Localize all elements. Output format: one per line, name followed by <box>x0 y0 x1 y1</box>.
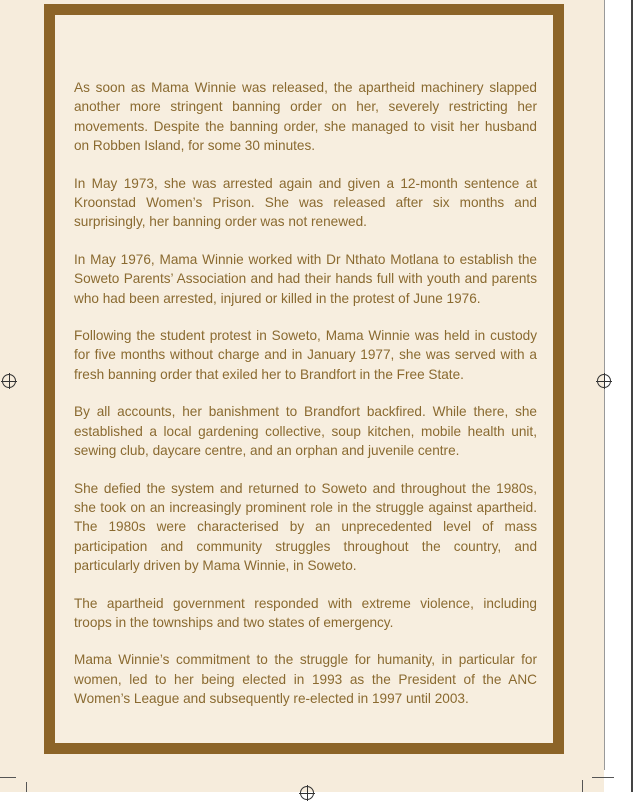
crop-mark <box>582 780 583 792</box>
page-edge-line <box>631 0 633 792</box>
crop-mark <box>592 777 614 778</box>
paragraph: Following the student protest in Soweto, Mama Winnie was held in custody for five months without charge and in January 1977, she was served with a fresh banning order that exiled her to Brandfort in the Free State. <box>74 328 537 382</box>
paragraph: Mama Winnie’s commitment to the struggle for humanity, in particular for women, led to her being elected in 1993 as the President of the ANC Women’s League and subsequently re-elected in 1997 until 2003. <box>74 652 537 707</box>
paragraph: In May 1973, she was arrested again and given a 12-month sentence at Kroonstad Women’s Prison. She was released after six months and surprisingly, her banning order was not renewed. <box>74 175 537 230</box>
paragraph: She defied the system and returned to Soweto and throughout the 1980s, she took on an increasingly prominent role in the struggle against apartheid. The 1980s were characterised by an unprecedented level of mass participation and community struggles throughout the country, and particularly driven by Mama Winnie, in Soweto. <box>74 480 537 574</box>
paragraph: The apartheid government responded with extreme violence, including troops in the townships and two states of emergency. <box>74 595 537 630</box>
body-text <box>74 78 537 727</box>
paragraph: By all accounts, her banishment to Brandfort backfired. While there, she established a local gardening collective, soup kitchen, mobile health unit, sewing club, daycare centre, and an orphan and juvenile centre. <box>74 404 537 459</box>
paragraph: In May 1976, Mama Winnie worked with Dr Nthato Motlana to establish the Soweto Parents’ Association and had their hands full with youth and parents who had been arrested, injured or killed in the protest of June 1976. <box>74 251 537 306</box>
paragraph: As soon as Mama Winnie was released, the apartheid machinery slapped another more stringent banning order on her, severely restricting her movements. Despite the banning order, she managed to visit her husband on Robben Island, for some 30 minutes. <box>74 80 537 154</box>
crop-mark <box>26 782 27 792</box>
registration-mark-icon <box>2 374 16 388</box>
registration-mark-icon <box>300 786 314 800</box>
crop-mark <box>0 777 16 778</box>
registration-mark-icon <box>597 374 611 388</box>
